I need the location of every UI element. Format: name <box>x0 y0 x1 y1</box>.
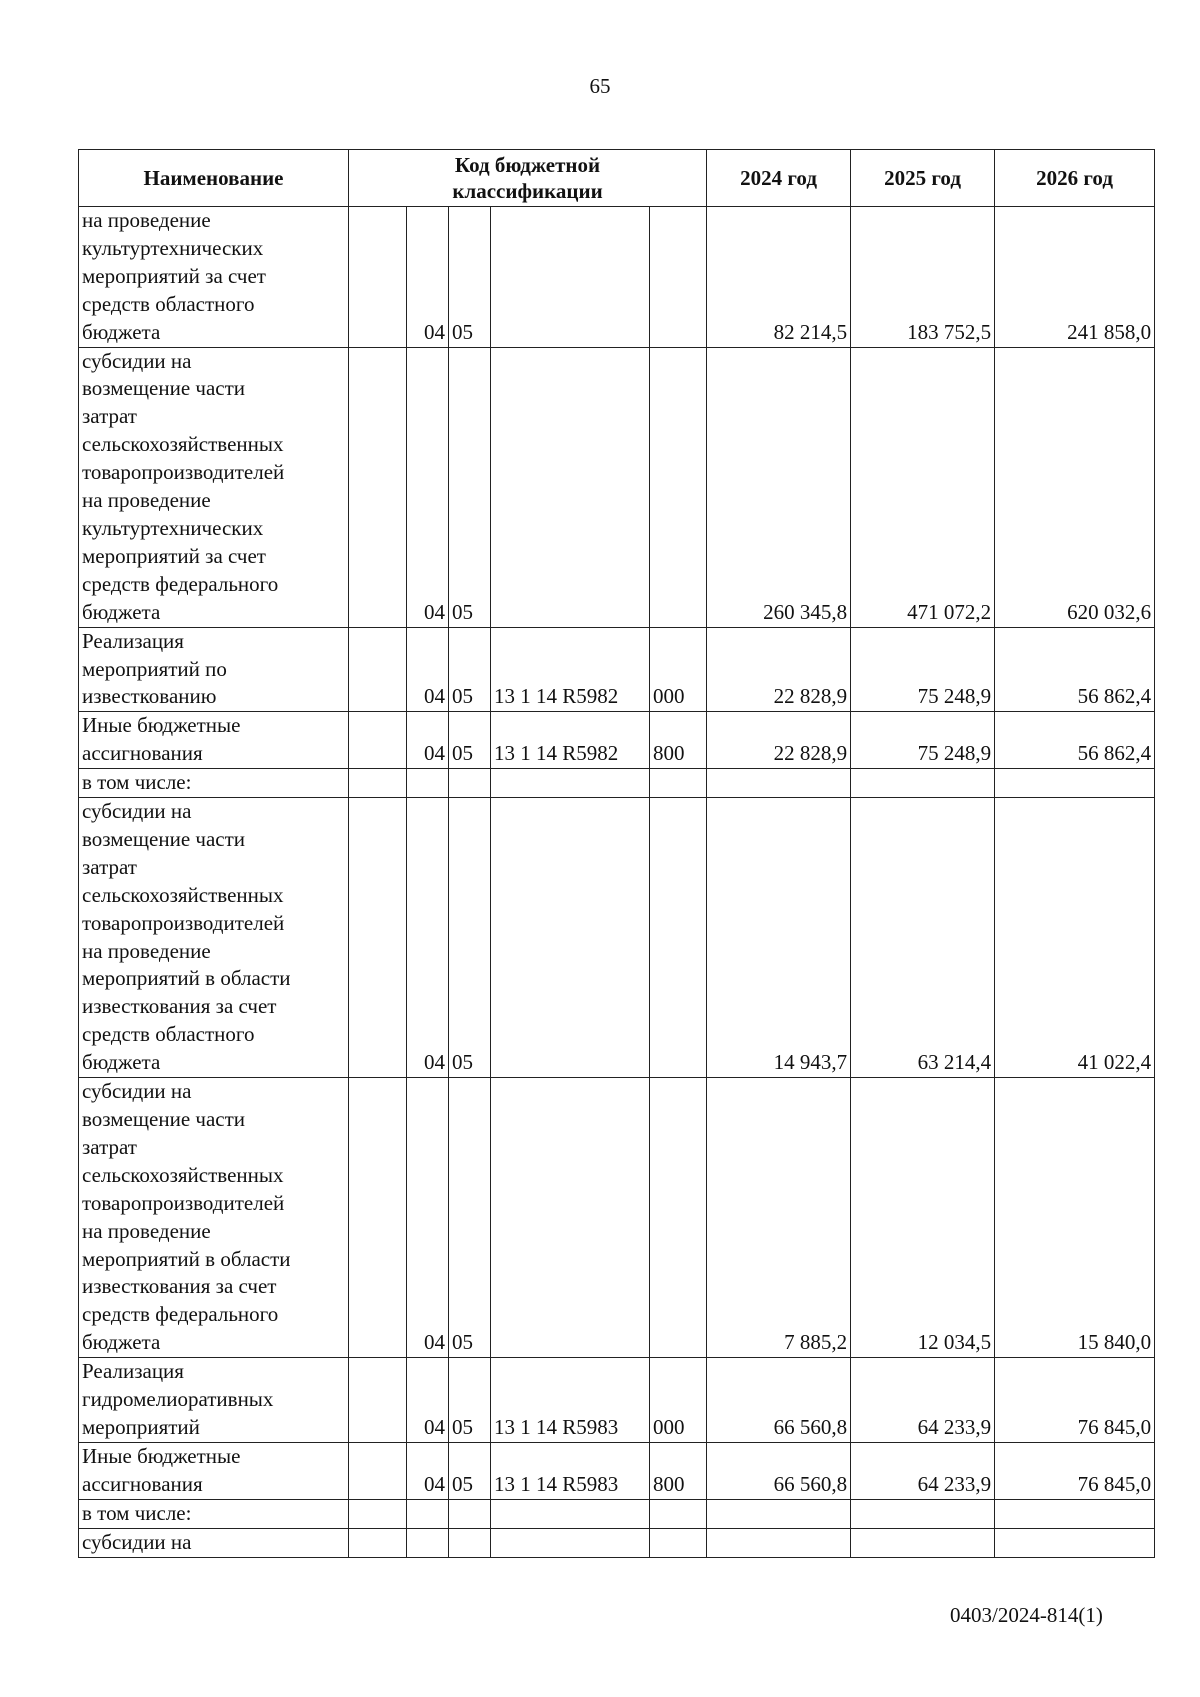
cell-code-1 <box>349 627 407 712</box>
cell-name: Иные бюджетные ассигнования <box>79 712 349 769</box>
cell-code-target <box>491 1528 650 1557</box>
table-row <box>79 798 1155 1078</box>
document-code: 0403/2024-814(1) <box>950 1603 1103 1627</box>
cell-code-1 <box>349 1528 407 1557</box>
cell-code-subsection: 05 <box>449 207 491 348</box>
cell-code-target <box>491 798 650 1078</box>
page-number: 65 <box>589 74 611 98</box>
cell-code-subsection <box>449 769 491 798</box>
cell-2026: 41 022,4 <box>995 798 1155 1078</box>
cell-2025: 64 233,9 <box>851 1442 995 1499</box>
cell-code-subsection <box>449 1528 491 1557</box>
cell-code-expense-type <box>650 1078 707 1358</box>
cell-code-subsection: 05 <box>449 798 491 1078</box>
header-2024: 2024 год <box>707 150 851 207</box>
cell-2025 <box>851 1499 995 1528</box>
cell-2026: 56 862,4 <box>995 627 1155 712</box>
cell-code-section: 04 <box>407 712 449 769</box>
cell-2025: 75 248,9 <box>851 712 995 769</box>
cell-code-expense-type: 800 <box>650 712 707 769</box>
cell-2024: 14 943,7 <box>707 798 851 1078</box>
cell-code-section: 04 <box>407 347 449 627</box>
cell-code-target: 13 1 14 R5983 <box>491 1442 650 1499</box>
cell-code-subsection <box>449 1499 491 1528</box>
cell-2025: 471 072,2 <box>851 347 995 627</box>
cell-2026 <box>995 1528 1155 1557</box>
cell-code-section <box>407 1528 449 1557</box>
cell-name: в том числе: <box>79 1499 349 1528</box>
cell-code-section: 04 <box>407 798 449 1078</box>
cell-code-target <box>491 347 650 627</box>
table-row <box>79 1358 1155 1443</box>
cell-2024: 22 828,9 <box>707 627 851 712</box>
cell-2024 <box>707 1528 851 1557</box>
cell-2026: 56 862,4 <box>995 712 1155 769</box>
cell-code-subsection: 05 <box>449 1442 491 1499</box>
cell-2025: 12 034,5 <box>851 1078 995 1358</box>
cell-code-target: 13 1 14 R5982 <box>491 627 650 712</box>
header-code <box>349 150 707 207</box>
table-row <box>79 627 1155 712</box>
cell-2026 <box>995 769 1155 798</box>
cell-code-target: 13 1 14 R5982 <box>491 712 650 769</box>
cell-code-1 <box>349 1442 407 1499</box>
header-2025: 2025 год <box>851 150 995 207</box>
cell-name: в том числе: <box>79 769 349 798</box>
cell-code-subsection: 05 <box>449 1078 491 1358</box>
cell-code-1 <box>349 1499 407 1528</box>
cell-name: субсидии на возмещение части затрат сельскохозяйственных товаропроизводителей на проведение мероприятий в области известкования за счет средств областного бюджета <box>79 798 349 1078</box>
cell-code-section: 04 <box>407 1078 449 1358</box>
budget-table <box>78 149 1155 1558</box>
table-row <box>79 769 1155 798</box>
cell-code-section: 04 <box>407 1442 449 1499</box>
cell-2025: 64 233,9 <box>851 1358 995 1443</box>
cell-2026: 241 858,0 <box>995 207 1155 348</box>
cell-code-section: 04 <box>407 1358 449 1443</box>
cell-2026 <box>995 1499 1155 1528</box>
cell-code-subsection: 05 <box>449 347 491 627</box>
cell-code-expense-type <box>650 207 707 348</box>
cell-code-expense-type: 000 <box>650 1358 707 1443</box>
cell-code-target <box>491 207 650 348</box>
cell-2024: 7 885,2 <box>707 1078 851 1358</box>
cell-2024 <box>707 769 851 798</box>
cell-2024: 66 560,8 <box>707 1442 851 1499</box>
cell-code-target <box>491 769 650 798</box>
cell-code-subsection: 05 <box>449 1358 491 1443</box>
cell-name: субсидии на возмещение части затрат сельскохозяйственных товаропроизводителей на проведение культуртехнических мероприятий за счет средств федерального бюджета <box>79 347 349 627</box>
header-2026: 2026 год <box>995 150 1155 207</box>
cell-code-expense-type <box>650 1528 707 1557</box>
cell-2024: 82 214,5 <box>707 207 851 348</box>
cell-code-expense-type: 000 <box>650 627 707 712</box>
cell-code-expense-type <box>650 1499 707 1528</box>
cell-code-1 <box>349 798 407 1078</box>
header-code-label: Код бюджетной классификации <box>452 153 603 203</box>
cell-2025: 75 248,9 <box>851 627 995 712</box>
cell-code-1 <box>349 1358 407 1443</box>
cell-name: субсидии на <box>79 1528 349 1557</box>
cell-2026: 620 032,6 <box>995 347 1155 627</box>
cell-2025: 183 752,5 <box>851 207 995 348</box>
cell-name: Реализация мероприятий по известкованию <box>79 627 349 712</box>
table-row <box>79 712 1155 769</box>
cell-2024: 22 828,9 <box>707 712 851 769</box>
cell-2026: 76 845,0 <box>995 1442 1155 1499</box>
cell-2024: 66 560,8 <box>707 1358 851 1443</box>
cell-code-1 <box>349 769 407 798</box>
cell-code-section: 04 <box>407 627 449 712</box>
table-row <box>79 347 1155 627</box>
cell-2026: 76 845,0 <box>995 1358 1155 1443</box>
cell-code-section <box>407 1499 449 1528</box>
cell-code-subsection: 05 <box>449 712 491 769</box>
cell-code-section: 04 <box>407 207 449 348</box>
cell-code-target <box>491 1078 650 1358</box>
cell-code-target <box>491 1499 650 1528</box>
cell-name: на проведение культуртехнических мероприятий за счет средств областного бюджета <box>79 207 349 348</box>
cell-code-target: 13 1 14 R5983 <box>491 1358 650 1443</box>
cell-2025: 63 214,4 <box>851 798 995 1078</box>
cell-code-expense-type <box>650 769 707 798</box>
cell-name: субсидии на возмещение части затрат сельскохозяйственных товаропроизводителей на проведение мероприятий в области известкования за счет средств федерального бюджета <box>79 1078 349 1358</box>
cell-2025 <box>851 769 995 798</box>
table-row <box>79 1442 1155 1499</box>
table-row <box>79 1499 1155 1528</box>
cell-2024: 260 345,8 <box>707 347 851 627</box>
cell-name: Реализация гидромелиоративных мероприятий <box>79 1358 349 1443</box>
cell-name: Иные бюджетные ассигнования <box>79 1442 349 1499</box>
cell-2025 <box>851 1528 995 1557</box>
cell-code-expense-type <box>650 798 707 1078</box>
table-row <box>79 1078 1155 1358</box>
cell-code-1 <box>349 347 407 627</box>
table-row <box>79 207 1155 348</box>
table-row <box>79 1528 1155 1557</box>
cell-2024 <box>707 1499 851 1528</box>
cell-code-section <box>407 769 449 798</box>
cell-code-1 <box>349 207 407 348</box>
table-header-row <box>79 150 1155 207</box>
header-name: Наименование <box>79 150 349 207</box>
cell-2026: 15 840,0 <box>995 1078 1155 1358</box>
cell-code-1 <box>349 1078 407 1358</box>
cell-code-expense-type: 800 <box>650 1442 707 1499</box>
cell-code-1 <box>349 712 407 769</box>
cell-code-subsection: 05 <box>449 627 491 712</box>
cell-code-expense-type <box>650 347 707 627</box>
